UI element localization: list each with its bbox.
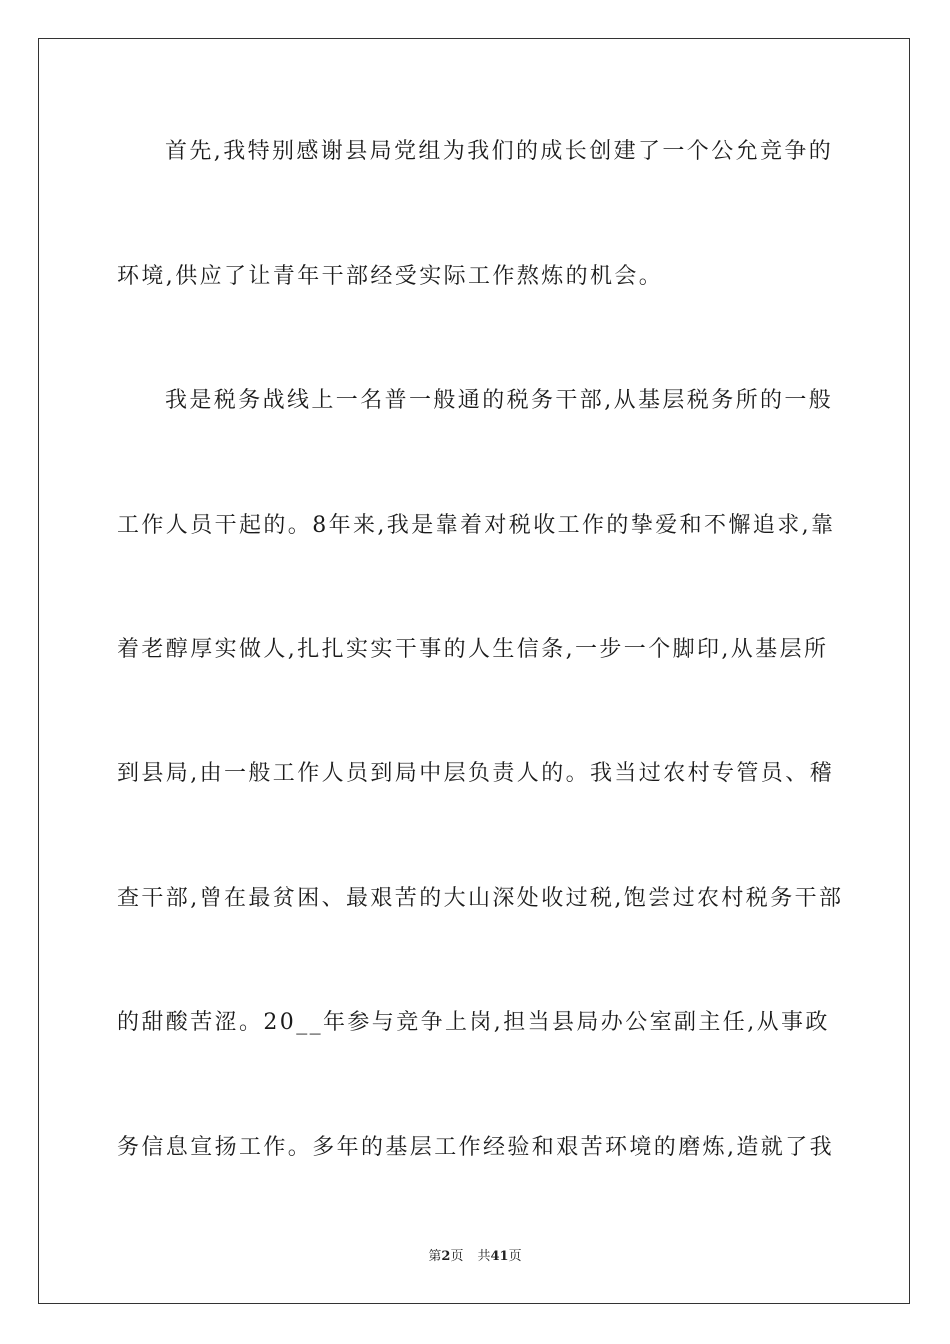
paragraph-2-line-6: 的甜酸苦涩。20__年参与竞争上岗,担当县局办公室副主任,从事政	[117, 1010, 830, 1035]
page-number: 2	[441, 1249, 451, 1264]
paragraph-2-line-7: 务信息宣扬工作。多年的基层工作经验和艰苦环境的磨炼,造就了我	[117, 1135, 834, 1160]
page-footer	[0, 1248, 950, 1266]
paragraph-2-line-5: 查干部,曾在最贫困、最艰苦的大山深处收过税,饱尝过农村税务干部	[117, 886, 844, 911]
page-border	[38, 38, 910, 1304]
page-prefix: 第	[428, 1249, 442, 1264]
paragraph-2-line-1: 我是税务战线上一名普一般通的税务干部,从基层税务所的一般	[165, 388, 834, 413]
total-suffix: 页	[508, 1249, 522, 1264]
total-pages: 41	[490, 1249, 509, 1264]
paragraph-2-line-4: 到县局,由一般工作人员到局中层负责人的。我当过农村专管员、稽	[117, 761, 834, 786]
paragraph-1-line-2: 环境,供应了让青年干部经受实际工作熬炼的机会。	[117, 264, 664, 289]
total-prefix: 共	[477, 1249, 491, 1264]
page-suffix: 页	[450, 1249, 464, 1264]
paragraph-2-line-2: 工作人员干起的。8年来,我是靠着对税收工作的挚爱和不懈追求,靠	[117, 513, 836, 538]
paragraph-1-line-1: 首先,我特别感谢县局党组为我们的成长创建了一个公允竞争的	[165, 139, 834, 164]
paragraph-2-line-3: 着老醇厚实做人,扎扎实实干事的人生信条,一步一个脚印,从基层所	[117, 637, 829, 662]
